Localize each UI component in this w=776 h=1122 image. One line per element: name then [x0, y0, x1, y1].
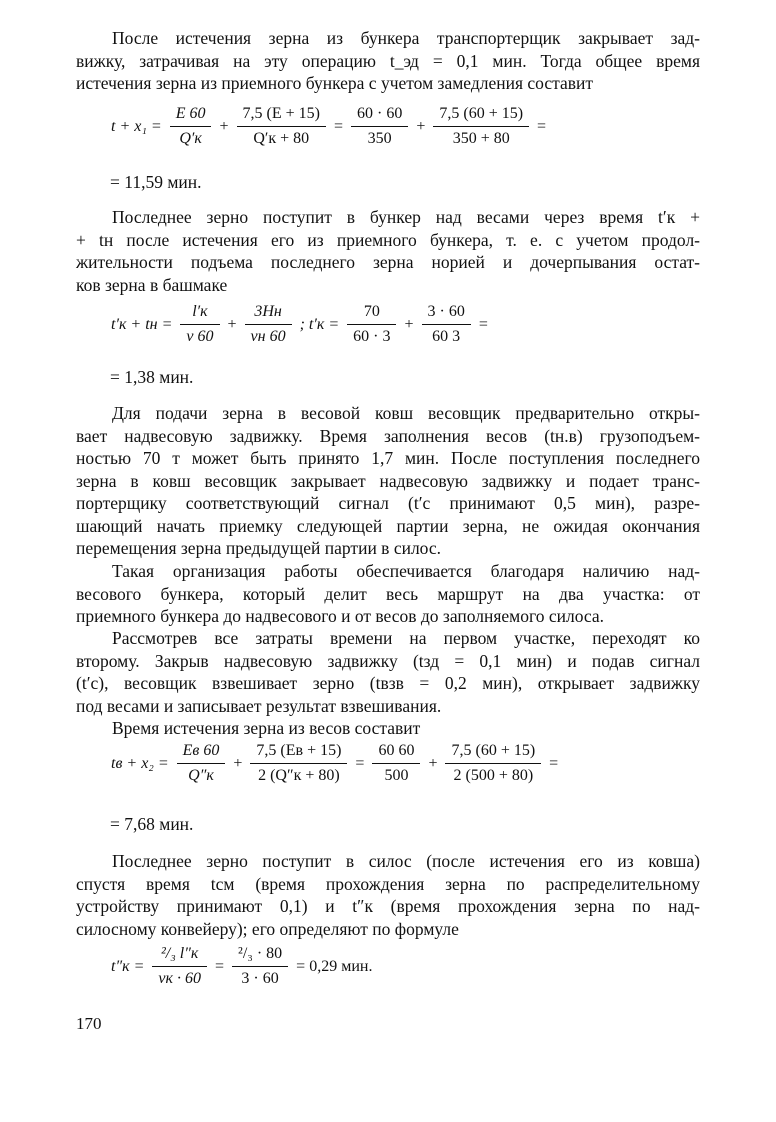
paragraph-2 — [76, 206, 700, 296]
text-line: силосному конвейеру); его определяют по формуле — [76, 918, 459, 939]
numerator: Eв 60 — [182, 742, 220, 759]
denominator: 350 + 80 — [452, 130, 510, 147]
fraction — [232, 945, 288, 988]
text-line: Рассмотрев все затраты времени на первом участке, переходят ко — [112, 628, 700, 648]
result-3: = 7,68 мин. — [110, 814, 194, 834]
denominator: Q′к — [179, 130, 202, 147]
operator: = — [333, 117, 343, 135]
operator: = — [549, 754, 559, 772]
operator: + — [219, 117, 229, 135]
operator: + — [233, 754, 243, 772]
fraction — [445, 742, 541, 785]
text-line: Такая организация работы обеспечивается благодаря наличию над- — [112, 561, 700, 581]
equation-1 — [108, 105, 549, 148]
fraction — [177, 742, 226, 785]
text-line: Последнее зерно поступит в силос (после истечения его из ковша) — [112, 851, 700, 871]
fraction — [347, 303, 396, 346]
paragraph-4 — [76, 560, 700, 628]
text-line: ков зерна в башмаке — [76, 274, 228, 295]
fraction — [152, 945, 207, 988]
text-line: Для подачи зерна в весовой ковш весовщик предварительно откры- — [112, 403, 700, 423]
operator: + — [227, 315, 237, 333]
paragraph-1 — [76, 27, 700, 95]
paragraph-7 — [76, 850, 700, 940]
fraction — [237, 105, 326, 148]
denominator: 60 · 3 — [353, 328, 391, 345]
numerator: 7,5 (60 + 15) — [451, 742, 536, 759]
numerator: 70 — [363, 303, 380, 320]
numerator: 60 · 60 — [357, 105, 403, 122]
operator: + — [428, 754, 438, 772]
result-text: = 0,29 мин. — [296, 957, 373, 975]
fraction — [372, 742, 420, 785]
fraction — [422, 303, 471, 346]
operator: + — [404, 315, 414, 333]
paragraph-5 — [76, 627, 700, 717]
fraction — [433, 105, 529, 148]
result-2: = 1,38 мин. — [110, 367, 194, 387]
numerator: 3 · 60 — [427, 303, 465, 320]
text-line: вижку, затрачивая на эту операцию t_эд = 0,1 мин. Тогда общее время — [76, 50, 700, 71]
denominator: v 60 — [186, 328, 214, 345]
equation-lhs: t″к = — [111, 957, 145, 975]
numerator: 3Hн — [254, 303, 282, 320]
fraction — [170, 105, 212, 148]
fraction — [245, 303, 292, 346]
text-line: Последнее зерно поступит в бункер над весами через время t′к + — [112, 207, 700, 227]
operator: = — [355, 754, 365, 772]
operator: = — [214, 957, 225, 975]
denominator: vк · 60 — [158, 970, 201, 987]
equation-lhs: t + x₁ = — [111, 117, 162, 135]
text-line: После истечения зерна из бункера транспортерщик закрывает зад- — [112, 28, 700, 48]
text-line: вает надвесовую задвижку. Время заполнения весов (tн.в) грузоподъем- — [76, 425, 700, 446]
text-line: второму. Закрыв надвесовую задвижку (tзд = 0,1 мин) и подав сигнал — [76, 650, 700, 671]
text-line: ностью 70 т может быть принято 1,7 мин. После поступления последнего — [76, 448, 700, 468]
numerator: l′к — [192, 303, 208, 320]
text-line: устройству принимают 0,1) и t″к (время прохождения зерна по над- — [76, 896, 700, 916]
result-1: = 11,59 мин. — [110, 172, 202, 192]
equation-2 — [108, 303, 491, 346]
text-line: истечения зерна из приемного бункера с учетом замедления составит — [76, 73, 594, 93]
denominator: 3 · 60 — [241, 970, 279, 987]
equation-lhs: tв + x₂ = — [111, 754, 169, 772]
equation-4 — [108, 945, 375, 988]
operator: + — [416, 117, 426, 135]
numerator: E 60 — [175, 105, 206, 122]
operator: = — [537, 117, 547, 135]
text-line: весового бункера, который делит весь маршрут на два участка: от — [76, 583, 700, 604]
text-line: перемещения зерна предыдущей партии в силос. — [76, 538, 442, 558]
text-line: портерщику соответствующий сигнал (t′с принимают 0,5 мин), разре- — [76, 493, 700, 513]
text-line: жительности подъема последнего зерна норией и дочерпывания остат- — [76, 252, 700, 272]
text-line: Время истечения зерна из весов составит — [112, 718, 421, 738]
denominator: vн 60 — [250, 328, 286, 345]
page-number: 170 — [76, 1014, 102, 1033]
fraction — [250, 742, 347, 785]
denominator: 2 (Q″к + 80) — [258, 767, 340, 784]
numerator: ²/₃ · 80 — [238, 945, 283, 962]
text-line: зерна в ковш весовщик закрывает надвесовую задвижку и подает транс- — [76, 470, 700, 491]
operator: = — [478, 315, 488, 333]
text-line: + tн после истечения его из приемного бункера, т. е. с учетом продол- — [76, 229, 700, 250]
numerator: 7,5 (60 + 15) — [439, 105, 524, 122]
equation-lhs: t′к + tн = — [111, 315, 173, 333]
paragraph-3 — [76, 402, 700, 560]
numerator: 7,5 (E + 15) — [242, 105, 320, 122]
denominator: 2 (500 + 80) — [453, 767, 534, 784]
numerator: ²/₃ l″к — [160, 945, 199, 962]
denominator: 500 — [384, 767, 409, 784]
equation-3 — [108, 742, 561, 785]
denominator: 350 — [367, 130, 392, 147]
text-line: под весами и записывает результат взвешивания. — [76, 695, 442, 716]
paragraph-6 — [76, 717, 700, 740]
denominator: Q″к — [188, 767, 214, 784]
numerator: 7,5 (Eв + 15) — [256, 742, 342, 759]
denominator: 60 3 — [432, 328, 461, 345]
operator: ; t′к = — [299, 315, 340, 333]
fraction — [180, 303, 219, 346]
text-line: (t′с), весовщик взвешивает зерно (tвзв = 0,2 мин), открывает задвижку — [76, 673, 700, 693]
text-line: приемного бункера до надвесового и от весов до заполняемого силоса. — [76, 606, 605, 626]
text-line: шающий начать приемку следующей партии зерна, не ожидая окончания — [76, 515, 700, 536]
denominator: Q′к + 80 — [253, 130, 310, 147]
fraction — [351, 105, 408, 148]
text-line: спустя время tсм (время прохождения зерна по распределительному — [76, 873, 700, 894]
numerator: 60 60 — [378, 742, 415, 759]
